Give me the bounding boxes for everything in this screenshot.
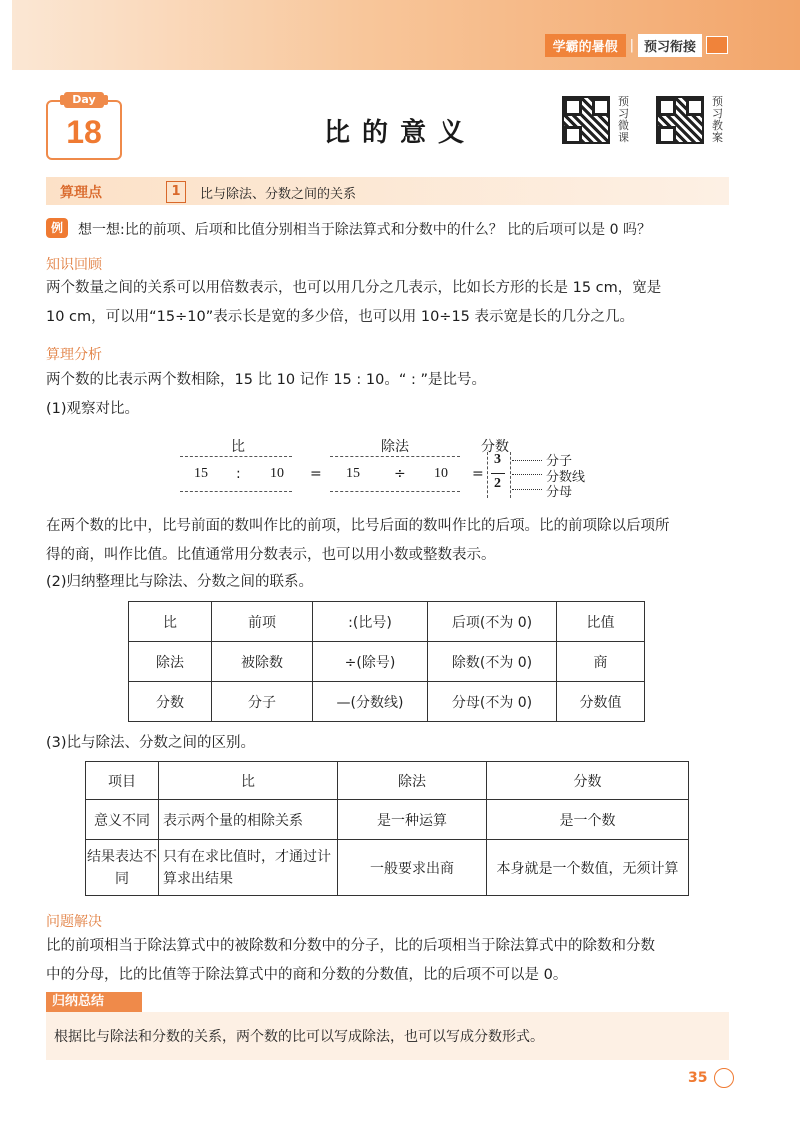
brand-subtitle: 预习衔接 <box>638 34 702 57</box>
sun-icon <box>714 1068 734 1088</box>
review-heading: 知识回顾 <box>46 257 102 273</box>
summary-label: 归纳总结 <box>46 992 142 1012</box>
day-badge <box>46 93 122 160</box>
numerator: 3 <box>494 452 501 467</box>
table-row: 项目 比 除法 分数 <box>86 762 689 800</box>
explain-line-2: 得的商，叫作比值。比值通常用分数表示，也可以用小数或整数表示。 <box>46 547 496 563</box>
topic-number: 1 <box>166 181 186 203</box>
qr-block-2[interactable] <box>656 96 704 144</box>
review-line-2: 10 cm，可以用“15÷10”表示长是宽的多少倍，也可以用 10÷15 表示宽是长的几分之几。 <box>46 309 634 325</box>
ratio-b: 10 <box>270 466 284 481</box>
solution-heading: 问题解决 <box>46 914 102 930</box>
topic-label: 算理点 <box>60 185 102 201</box>
division-sign: ÷ <box>394 466 406 482</box>
step-1: (1)观察对比。 <box>46 401 140 417</box>
table-row: 意义不同 表示两个量的相除关系 是一种运算 是一个数 <box>86 800 689 840</box>
book-icon <box>706 36 728 54</box>
qr-label-2: 预习教案 <box>712 95 723 144</box>
review-line-1: 两个数量之间的关系可以用倍数表示，也可以用几分之几表示，比如长方形的长是 15 cm，宽是 <box>46 280 662 296</box>
equals-1: = <box>310 466 322 482</box>
diagram-fraction-label: 分数 <box>481 439 509 455</box>
fraction-line <box>491 473 505 474</box>
denominator-label: 分母 <box>546 485 573 500</box>
example-question: 想一想:比的前项、后项和比值分别相当于除法算式和分数中的什么？ 比的后项可以是 0 吗？ <box>78 222 651 238</box>
analysis-line-1: 两个数的比表示两个数相除，15 比 10 记作 15 : 10。“ : ”是比号。 <box>46 372 486 388</box>
solution-line-2: 中的分母，比的比值等于除法算式中的商和分数的分数值，比的后项不可以是 0。 <box>46 967 568 983</box>
relation-table <box>128 601 645 722</box>
page-number: 35 <box>688 1070 708 1086</box>
summary-text: 根据比与除法和分数的关系，两个数的比可以写成除法，也可以写成分数形式。 <box>54 1029 544 1045</box>
diagram-ratio-label: 比 <box>231 439 245 455</box>
explain-line-1: 在两个数的比中，比号前面的数叫作比的前项，比号后面的数叫作比的后项。比的前项除以后项所 <box>46 518 670 534</box>
dividend: 15 <box>346 466 360 481</box>
qr-block-1[interactable] <box>562 96 610 144</box>
step-2: (2)归纳整理比与除法、分数之间的联系。 <box>46 574 314 590</box>
fraction-box <box>487 452 511 498</box>
table-row: 分数 分子 —(分数线) 分母(不为 0) 分数值 <box>129 682 645 722</box>
day-label: Day <box>64 92 104 108</box>
brand: 学霸的暑假 | 预习衔接 <box>545 34 728 56</box>
topic-bar <box>46 177 729 205</box>
table-row: 结果表达不同 只有在求比值时，才通过计算求出结果 一般要求出商 本身就是一个数值，无须计算 <box>86 840 689 896</box>
solution-line-1: 比的前项相当于除法算式中的被除数和分数中的分子，比的后项相当于除法算式中的除数和分数 <box>46 938 655 954</box>
example-icon: 例 <box>46 218 68 238</box>
table-row: 除法 被除数 ÷(除号) 除数(不为 0) 商 <box>129 642 645 682</box>
divisor: 10 <box>434 466 448 481</box>
fraction-line-label: 分数线 <box>546 470 586 485</box>
denominator: 2 <box>494 476 501 491</box>
page-title: 比的意义 <box>323 118 476 148</box>
diagram-division-label: 除法 <box>381 439 409 455</box>
equals-2: = <box>472 466 484 482</box>
topic-text: 比与除法、分数之间的关系 <box>200 187 357 202</box>
ratio-colon: : <box>236 466 241 482</box>
table-row: 比 前项 :(比号) 后项(不为 0) 比值 <box>129 602 645 642</box>
brand-title: 学霸的暑假 <box>545 34 626 57</box>
ratio-a: 15 <box>194 466 208 481</box>
analysis-heading: 算理分析 <box>46 347 102 363</box>
day-number: 18 <box>66 114 102 150</box>
step-3: (3)比与除法、分数之间的区别。 <box>46 735 256 751</box>
division-box <box>330 456 460 492</box>
numerator-label: 分子 <box>546 454 573 469</box>
ratio-box <box>180 456 292 492</box>
difference-table <box>85 761 689 896</box>
qr-label-1: 预习微课 <box>618 95 629 144</box>
